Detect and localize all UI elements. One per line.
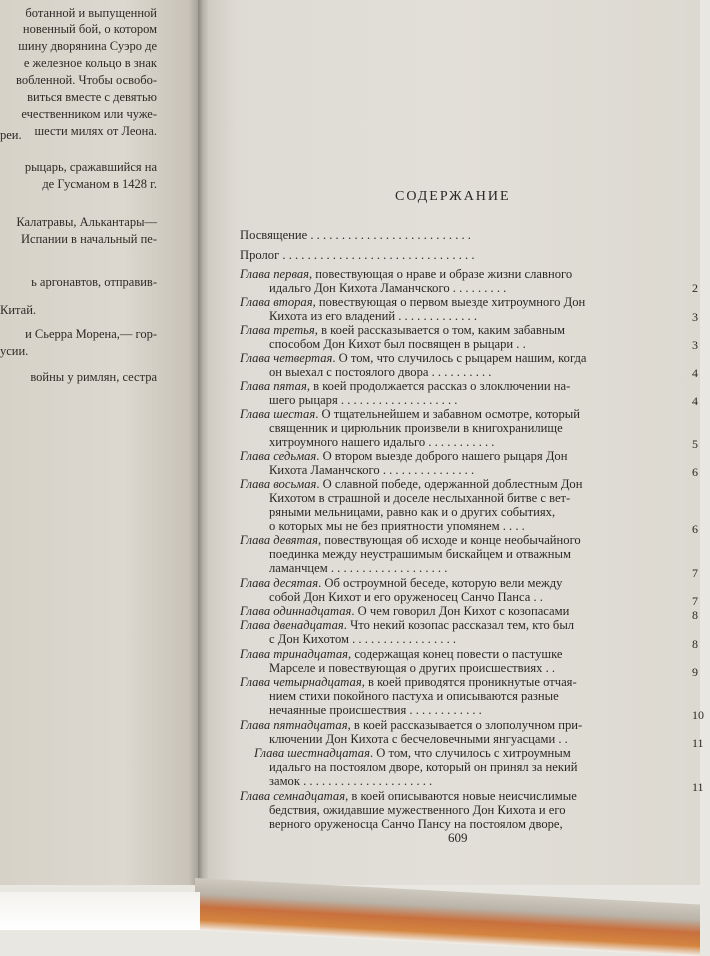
toc-entry — [269, 760, 577, 774]
chapter-label: Глава восьмая — [240, 477, 317, 491]
toc-entry-text: , в коей описываются новые неисчислимые — [345, 789, 577, 803]
toc-entry-text: . О том, что случилось с хитроумным — [369, 746, 571, 760]
toc-entry — [269, 632, 456, 646]
page-number: 609 — [448, 830, 468, 845]
left-page-line: ботанной и выпущенной — [25, 6, 157, 20]
toc-entry-text: . О тщательнейшем и забавном осмотре, который — [315, 407, 580, 421]
toc-entry-text: Кихота Ламанчского . . . . . . . . . . . . . . . — [269, 463, 475, 477]
toc-entry — [269, 732, 568, 746]
toc-entry — [240, 407, 580, 421]
toc-page-ref: 6 — [692, 522, 698, 536]
left-page-line: Китай. — [0, 303, 37, 317]
toc-page-ref: 9 — [692, 665, 698, 679]
toc-entry — [240, 248, 474, 262]
toc-entry-text: Кихота из его владений . . . . . . . . . . . . . — [269, 309, 477, 323]
toc-entry-text: идальго Дон Кихота Ламанчского . . . . . . . . . — [269, 281, 507, 295]
toc-entry-text: способом Дон Кихот был посвящен в рыцари . . — [269, 337, 526, 351]
left-page-line: Калатравы, Алькантары— — [16, 215, 157, 229]
toc-entry — [269, 365, 491, 379]
toc-entry-text: . Что некий козопас рассказал тем, кто был — [343, 618, 575, 632]
left-page-line: ечественником или чуже- — [21, 107, 157, 121]
left-page-line: рыцарь, сражавшийся на — [24, 160, 157, 174]
toc-entry-text: он выехал с постоялого двора . . . . . . . . . . — [269, 365, 492, 379]
toc-entry-text: . О втором выезде доброго нашего рыцаря Дон — [316, 449, 568, 463]
toc-entry — [240, 379, 570, 393]
toc-entry — [269, 661, 555, 675]
toc-entry-text: бедствия, ожидавшие мужественного Дон Кихота и его — [269, 803, 566, 817]
chapter-label: Глава двенадцатая — [240, 618, 344, 632]
chapter-label: Глава семнадцатая — [240, 789, 346, 803]
toc-entry-text: собой Дон Кихот и его оруженосец Санчо Панса . . — [269, 590, 543, 604]
toc-page-ref: 10 — [692, 708, 704, 722]
toc-entry — [269, 689, 559, 703]
toc-entry — [240, 228, 471, 242]
toc-entry — [240, 618, 574, 632]
toc-entry-text: , в коей рассказывается о том, каким забавным — [314, 323, 566, 337]
toc-entry-text: священник и цирюльник произвели в книгохранилище — [269, 421, 563, 435]
chapter-label: Глава третья — [240, 323, 315, 337]
toc-entry — [240, 718, 582, 732]
toc-entry — [269, 547, 571, 561]
chapter-label: Глава седьмая — [240, 449, 317, 463]
toc-entry-text: хитроумного нашего идальго . . . . . . . . . . . — [269, 435, 495, 449]
toc-entry — [269, 774, 432, 788]
toc-entry-text: замок . . . . . . . . . . . . . . . . . . . . . — [269, 774, 433, 788]
toc-entry — [240, 351, 587, 365]
toc-entry-text: . О чем говорил Дон Кихот с козопасами — [351, 604, 570, 618]
toc-entry-text: о которых мы не без приятности упомянем . . . . — [269, 519, 525, 533]
toc-entry — [240, 576, 562, 590]
chapter-label: Глава четвертая — [240, 351, 333, 365]
toc-entry — [269, 519, 525, 533]
toc-entry — [240, 789, 577, 803]
left-page-line: шести милях от Леона. — [34, 124, 157, 138]
toc-page-ref: 7 — [692, 594, 698, 608]
toc-page-ref: 3 — [692, 310, 698, 324]
toc-page-ref: 5 — [692, 437, 698, 451]
toc-entry-text: Пролог . . . . . . . . . . . . . . . . . . . . . . . . . . . . . . . — [240, 248, 475, 262]
toc-entry — [269, 505, 555, 519]
toc-entry-text: , повествующая о нраве и образе жизни славного — [308, 267, 573, 281]
toc-page-ref: 11 — [692, 780, 704, 794]
left-page-line: шину дворянина Суэро де — [18, 39, 157, 53]
toc-entry-text: верного оруженосца Санчо Пансу на постоялом дворе, — [269, 817, 563, 831]
toc-entry — [269, 703, 482, 717]
toc-entry-text: идальго на постоялом дворе, который он принял за некий — [269, 760, 578, 774]
toc-entry — [269, 393, 457, 407]
table-surface — [0, 892, 200, 930]
chapter-label: Глава одиннадцатая — [240, 604, 352, 618]
toc-entry-text: Кихотом в страшной и доселе неслыханной битве с вет- — [269, 491, 571, 505]
toc-entry — [254, 746, 571, 760]
toc-entry-text: нием стихи покойного пастуха и описываются разные — [269, 689, 559, 703]
toc-page-ref: 3 — [692, 338, 698, 352]
toc-entry-text: , в коей приводятся проникнутые отчая- — [361, 675, 577, 689]
toc-entry-text: с Дон Кихотом . . . . . . . . . . . . . . . . . — [269, 632, 457, 646]
left-page-line: виться вместе с девятью — [27, 90, 157, 104]
toc-page-ref: 8 — [692, 608, 698, 622]
toc-entry-text: шего рыцаря . . . . . . . . . . . . . . . . . . . — [269, 393, 458, 407]
left-page-line: усии. — [0, 344, 29, 358]
toc-page-ref: 2 — [692, 281, 698, 295]
chapter-label: Глава шестая — [240, 407, 316, 421]
left-page-line: вобленной. Чтобы освобо- — [16, 73, 157, 87]
left-page — [0, 0, 205, 885]
toc-page-ref: 8 — [692, 637, 698, 651]
toc-entry-text: , в коей продолжается рассказ о злоключении на- — [306, 379, 571, 393]
chapter-label: Глава шестнадцатая — [254, 746, 370, 760]
toc-entry — [269, 435, 494, 449]
chapter-label: Глава пятнадцатая — [240, 718, 348, 732]
toc-page-ref: 4 — [692, 394, 698, 408]
toc-entry — [240, 323, 565, 337]
left-page-line: ь аргонавтов, отправив- — [31, 275, 157, 289]
toc-entry-text: Марселе и повествующая о других происшествиях . . — [269, 661, 556, 675]
left-page-line: е железное кольцо в знак — [23, 56, 157, 70]
toc-entry-text: , повествующая о первом выезде хитроумного Дон — [312, 295, 586, 309]
toc-entry — [240, 267, 572, 281]
left-page-line: и Сьерра Морена,— гор- — [25, 327, 157, 341]
toc-entry — [269, 337, 526, 351]
left-page-line: войны у римлян, сестра — [30, 370, 157, 384]
toc-entry-text: нечаянные происшествия . . . . . . . . . . . . — [269, 703, 482, 717]
chapter-label: Глава четырнадцатая — [240, 675, 362, 689]
toc-entry — [240, 533, 581, 547]
toc-entry — [269, 309, 477, 323]
toc-page-ref: 11 — [692, 736, 704, 750]
toc-entry — [269, 463, 474, 477]
toc-entry — [269, 281, 506, 295]
toc-title: СОДЕРЖАНИЕ — [395, 189, 511, 204]
toc-entry — [240, 604, 569, 618]
toc-entry-text: поединка между неустрашимым бискайцем и отважным — [269, 547, 571, 561]
book-cover-edge — [195, 878, 700, 956]
chapter-label: Глава десятая — [240, 576, 319, 590]
toc-entry-text: . О славной победе, одержанной доблестным Дон — [316, 477, 583, 491]
toc-page-ref: 7 — [692, 566, 698, 580]
toc-entry — [240, 449, 567, 463]
toc-entry — [269, 561, 447, 575]
toc-entry — [240, 675, 577, 689]
toc-entry-text: ламанчцем . . . . . . . . . . . . . . . . . . . — [269, 561, 448, 575]
toc-entry — [269, 491, 570, 505]
toc-entry-text: ряными мельницами, равно как и о других событиях, — [269, 505, 556, 519]
toc-entry-text: , в коей рассказывается о злополучном при- — [347, 718, 583, 732]
toc-entry — [240, 295, 585, 309]
toc-entry-text: , содержащая конец повести о пастушке — [348, 647, 563, 661]
chapter-label: Глава вторая — [240, 295, 313, 309]
toc-page-ref: 4 — [692, 366, 698, 380]
chapter-label: Глава пятая — [240, 379, 307, 393]
toc-entry-text: . О том, что случилось с рыцарем нашим, когда — [332, 351, 587, 365]
toc-entry — [269, 421, 563, 435]
left-page-line: де Гусманом в 1428 г. — [42, 177, 157, 191]
toc-entry-text: . Об остроумной беседе, которую вели между — [318, 576, 563, 590]
chapter-label: Глава девятая — [240, 533, 318, 547]
toc-page-ref: 6 — [692, 465, 698, 479]
toc-entry — [269, 590, 543, 604]
chapter-label: Глава первая — [240, 267, 309, 281]
left-page-line: Испании в начальный пе- — [21, 232, 157, 246]
toc-entry-text: Посвящение . . . . . . . . . . . . . . . . . . . . . . . . . . — [240, 228, 471, 242]
toc-entry — [240, 647, 563, 661]
toc-entry — [269, 817, 563, 831]
chapter-label: Глава тринадцатая — [240, 647, 349, 661]
toc-entry — [240, 477, 582, 491]
left-page-line: реи. — [0, 128, 22, 142]
left-page-line: новенный бой, о котором — [22, 22, 157, 36]
toc-entry-text: ключении Дон Кихота с бесчеловечными янгуасцами . . — [269, 732, 568, 746]
toc-entry-text: , повествующая об исходе и конце необычайного — [317, 533, 581, 547]
toc-entry — [269, 803, 566, 817]
